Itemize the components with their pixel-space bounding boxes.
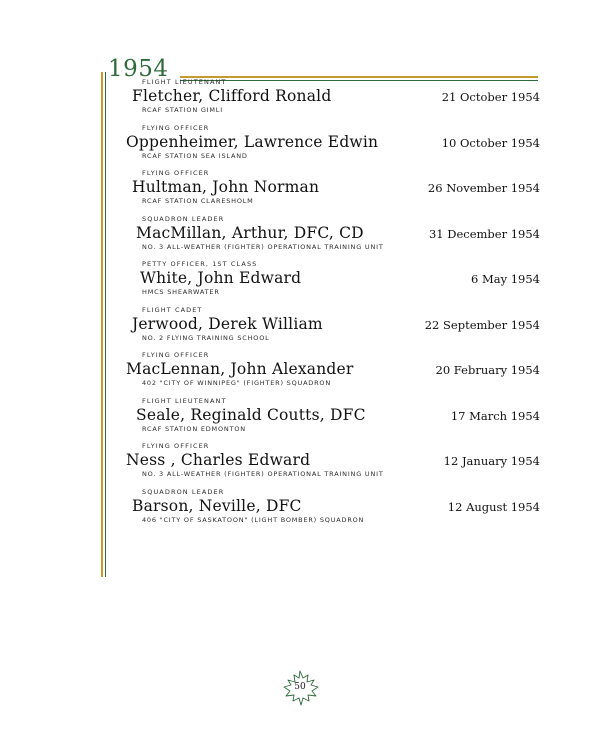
entry-main-line — [120, 406, 540, 424]
page-footer — [0, 669, 600, 712]
entry-main-line — [120, 87, 540, 105]
list-item — [120, 442, 540, 478]
sidebar-rule-gold — [101, 72, 103, 577]
entry-main-line — [120, 133, 540, 151]
entry-main-line — [120, 224, 540, 242]
entry-unit: RCAF STATION EDMONTON — [142, 424, 246, 433]
entry-unit: NO. 3 ALL-WEATHER (FIGHTER) OPERATIONAL TRAINING UNIT — [142, 242, 384, 251]
entry-date: 10 October 1954 — [441, 135, 540, 150]
entry-unit: NO. 3 ALL-WEATHER (FIGHTER) OPERATIONAL TRAINING UNIT — [142, 470, 384, 478]
sidebar-rule-green — [105, 72, 106, 577]
list-item — [120, 124, 540, 160]
entry-date: 12 January 1954 — [443, 454, 540, 468]
list-item — [120, 169, 540, 205]
entry-date: 22 September 1954 — [424, 317, 540, 332]
entry-date: 17 March 1954 — [450, 408, 540, 423]
entry-rank: FLYING OFFICER — [142, 169, 210, 177]
entry-date: 6 May 1954 — [470, 272, 540, 286]
maple-leaf-icon — [279, 669, 321, 707]
entry-name: Ness , Charles Edward — [126, 451, 311, 469]
list-item — [120, 78, 540, 114]
entry-name: Oppenheimer, Lawrence Edwin — [126, 132, 379, 151]
entry-main-line — [120, 178, 540, 196]
entry-date: 12 August 1954 — [447, 499, 540, 514]
entry-unit: HMCS SHEARWATER — [142, 288, 220, 296]
entry-name: MacMillan, Arthur, DFC, CD — [136, 223, 364, 242]
entry-name: Seale, Reginald Coutts, DFC — [136, 405, 366, 424]
year-heading: 1954 — [108, 56, 169, 82]
entry-unit: 406 "CITY OF SASKATOON" (LIGHT BOMBER) SQUADRON — [142, 515, 365, 524]
list-item — [120, 215, 540, 251]
entry-name: Fletcher, Clifford Ronald — [132, 87, 332, 105]
entry-rank: FLIGHT CADET — [142, 305, 203, 314]
entry-main-line — [120, 497, 540, 515]
entry-rank: FLYING OFFICER — [142, 442, 210, 450]
entry-date: 21 October 1954 — [441, 90, 540, 104]
entry-rank: FLYING OFFICER — [142, 123, 210, 132]
entry-name: Barson, Neville, DFC — [132, 496, 302, 515]
entry-name: Hultman, John Norman — [132, 178, 320, 196]
entry-unit: NO. 2 FLYING TRAINING SCHOOL — [142, 333, 270, 342]
entry-date: 20 February 1954 — [435, 363, 540, 377]
entry-name: White, John Edward — [140, 269, 302, 287]
list-item — [120, 260, 540, 296]
entry-main-line — [120, 360, 540, 378]
entry-unit: RCAF STATION SEA ISLAND — [142, 151, 248, 160]
entry-main-line — [120, 315, 540, 333]
list-item — [120, 351, 540, 387]
entry-list — [120, 78, 540, 533]
entry-main-line — [120, 269, 540, 287]
list-item — [120, 488, 540, 524]
entry-rank: FLIGHT LIEUTENANT — [142, 396, 227, 405]
entry-unit: RCAF STATION GIMLI — [142, 106, 223, 114]
entry-unit: RCAF STATION CLARESHOLM — [142, 197, 254, 205]
page-number: 50 — [294, 682, 306, 692]
entry-rank: FLYING OFFICER — [142, 351, 210, 359]
list-item — [120, 397, 540, 433]
entry-unit: 402 "CITY OF WINNIPEG" (FIGHTER) SQUADRON — [142, 379, 332, 387]
entry-rank: FLIGHT LIEUTENANT — [142, 78, 227, 86]
entry-main-line — [120, 451, 540, 469]
entry-name: MacLennan, John Alexander — [126, 360, 354, 378]
entry-rank: PETTY OFFICER, 1ST CLASS — [142, 260, 258, 268]
entry-name: Jerwood, Derek William — [132, 314, 323, 333]
entry-date: 31 December 1954 — [428, 226, 540, 241]
entry-rank: SQUADRON LEADER — [142, 214, 225, 223]
list-item — [120, 306, 540, 342]
entry-date: 26 November 1954 — [427, 181, 540, 195]
entry-rank: SQUADRON LEADER — [142, 487, 225, 496]
